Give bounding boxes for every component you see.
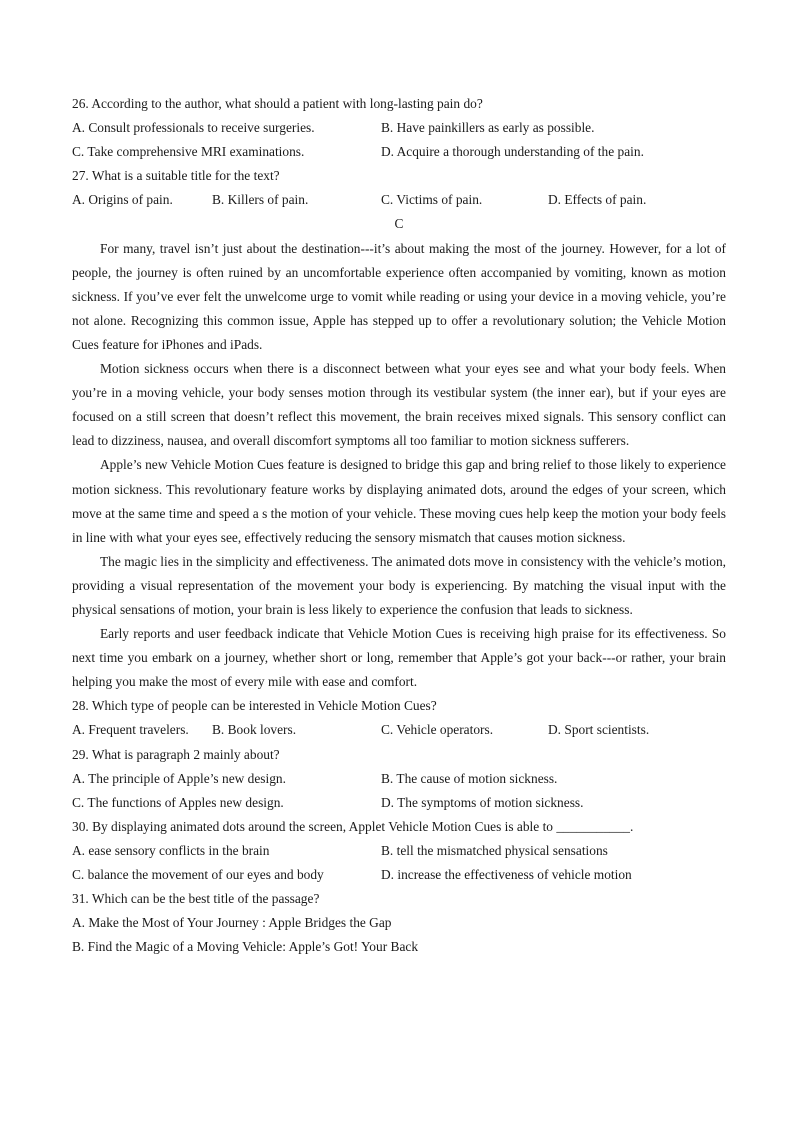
passage: [72, 237, 726, 695]
question-29-stem: 29. What is paragraph 2 mainly about?: [72, 746, 280, 762]
question-27-stem: 27. What is a suitable title for the text?: [72, 168, 280, 184]
q28-option-a: A. Frequent travelers.: [72, 722, 189, 738]
q31-option-a: A. Make the Most of Your Journey : Apple Bridges the Gap: [72, 915, 392, 931]
question-31-stem: 31. Which can be the best title of the passage?: [72, 891, 320, 907]
passage-paragraph-4: The magic lies in the simplicity and effectiveness. The animated dots move in consistency with the vehicle’s motion, providing a visual representation of the movement your body is experiencing. By matching the visual input with the physical sensations of motion, your brain is less likely to experience the confusion that leads to sickness.: [72, 553, 726, 617]
q28-option-b: B. Book lovers.: [212, 722, 297, 738]
passage-paragraph-2: Motion sickness occurs when there is a disconnect between what your eyes see and what your body feels. When you’re in a moving vehicle, your body senses motion through its vestibular system (the inner ear), but if your eyes are focused on a still screen that doesn’t reflect this movement, the brain receives mixed signals. This sensory conflict can lead to dizziness, nausea, and overall discomfort symptoms all too familiar to motion sickness sufferers.: [72, 361, 726, 449]
q27-option-c: C. Victims of pain.: [381, 192, 483, 208]
q26-option-c: C. Take comprehensive MRI examinations.: [72, 144, 305, 160]
question-26-options-row-1: [72, 116, 726, 140]
exam-page: [72, 92, 726, 959]
q29-option-b: B. The cause of motion sickness.: [381, 770, 558, 786]
q31-option-b: B. Find the Magic of a Moving Vehicle: Apple’s Got! Your Back: [72, 939, 419, 955]
question-28-options-row: [72, 718, 726, 742]
question-28-stem: 28. Which type of people can be interested in Vehicle Motion Cues?: [72, 698, 437, 714]
q27-option-d: D. Effects of pain.: [548, 192, 647, 208]
question-30-stem: 30. By displaying animated dots around the screen, Applet Vehicle Motion Cues is able to ___________.: [72, 818, 634, 834]
question-29-options-row-1: [72, 767, 726, 791]
question-27-options-row: [72, 188, 726, 212]
q26-option-b: B. Have painkillers as early as possible.: [381, 120, 595, 136]
q28-option-c: C. Vehicle operators.: [381, 722, 494, 738]
q30-option-d: D. increase the effectiveness of vehicle motion: [381, 867, 632, 882]
q30-option-a: A. ease sensory conflicts in the brain: [72, 842, 270, 858]
q29-option-c: C. The functions of Apples new design.: [72, 794, 284, 810]
passage-paragraph-1: For many, travel isn’t just about the destination---it’s about making the most of the journey. However, for a lot of people, the journey is often ruined by an uncomfortable experience often accompanied by vomiting, known as motion sickness. If you’ve ever felt the unwelcome urge to vomit while reading or using your device in a moving vehicle, you’re not alone. Recognizing this common issue, Apple has stepped up to offer a revolutionary solution; the Vehicle Motion Cues feature for iPhones and iPads.: [72, 240, 726, 352]
question-26-stem: 26. According to the author, what should a patient with long-lasting pain do?: [72, 96, 483, 111]
q29-option-d: D. The symptoms of motion sickness.: [381, 794, 584, 810]
passage-paragraph-5: Early reports and user feedback indicate that Vehicle Motion Cues is receiving high praise for its effectiveness. So next time you embark on a journey, whether short or long, remember that Apple’s got your back---or rather, your brain helping you make the most of every mile with ease and comfort.: [72, 626, 726, 690]
passage-paragraph-3: Apple’s new Vehicle Motion Cues feature is designed to bridge this gap and bring relief to those likely to experience motion sickness. This revolutionary feature works by displaying animated dots, around the edges of your screen, which move at the same time and speed a s the motion of your vehicle. These moving cues help keep the motion your body feels in line with what your eyes see, effectively reducing the sensory mismatch that causes motion sickness.: [72, 457, 726, 545]
question-30-options-row-2: [72, 863, 726, 887]
question-26-options-row-2: [72, 140, 726, 164]
q29-option-a: A. The principle of Apple’s new design.: [72, 770, 286, 786]
q30-option-b: B. tell the mismatched physical sensations: [381, 842, 608, 858]
q27-option-a: A. Origins of pain.: [72, 192, 173, 208]
q26-option-d: D. Acquire a thorough understanding of the pain.: [381, 144, 644, 160]
q27-option-b: B. Killers of pain.: [212, 192, 309, 208]
question-30-options-row-1: [72, 839, 726, 863]
q26-option-a: A. Consult professionals to receive surgeries.: [72, 120, 315, 136]
q30-option-c: C. balance the movement of our eyes and body: [72, 867, 324, 882]
question-29-options-row-2: [72, 791, 726, 815]
section-label: C: [394, 216, 404, 232]
q28-option-d: D. Sport scientists.: [548, 722, 650, 738]
